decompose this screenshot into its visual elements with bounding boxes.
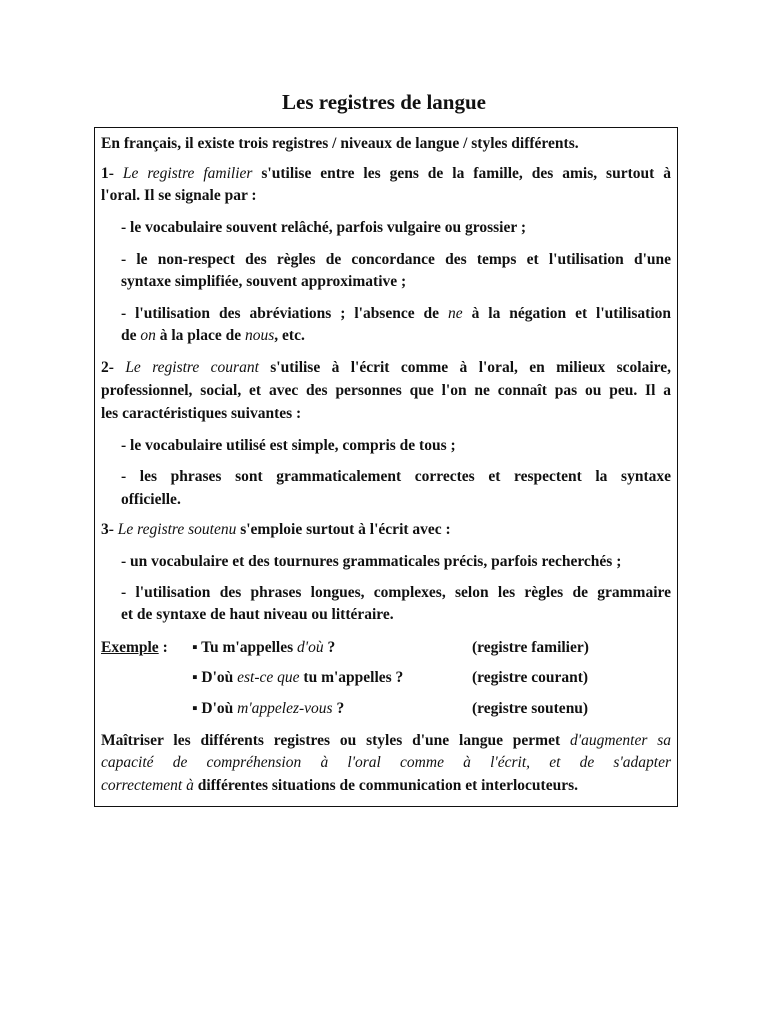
page-title: Les registres de langue [282, 90, 486, 114]
courant-bullet-2-line-1: - les phrases sont grammaticalement correctes et respectent la syntaxe [121, 468, 671, 485]
conclusion-line-3: correctement à différentes situations de communication et interlocuteurs. [101, 777, 578, 794]
example-sentence: ▪ Tu m'appelles d'où ? [192, 639, 336, 656]
courant-line-1: 2- Le registre courant s'utilise à l'écrit comme à l'oral, en milieux scolaire, [101, 359, 671, 376]
intro-text: En français, il existe trois registres / niveaux de langue / styles différents. [101, 135, 579, 152]
exemple-label: Exemple : [101, 639, 168, 656]
familier-bullet-1: - le vocabulaire souvent relâché, parfois vulgaire ou grossier ; [121, 219, 526, 236]
courant-bullet-2-line-2: officielle. [121, 491, 181, 508]
conclusion-line-2: capacité de compréhension à l'oral comme à l'écrit, et de s'adapter [101, 754, 671, 771]
soutenu-line-1: 3- Le registre soutenu s'emploie surtout à l'écrit avec : [101, 521, 451, 538]
example-sentence: ▪ D'où est-ce que tu m'appelles ? [192, 669, 404, 686]
familier-line-2: l'oral. Il se signale par : [101, 187, 257, 204]
example-register-label: (registre soutenu) [472, 700, 589, 717]
familier-line-1: 1- Le registre familier s'utilise entre les gens de la famille, des amis, surtout à [101, 165, 671, 182]
courant-bullet-1: - le vocabulaire utilisé est simple, compris de tous ; [121, 437, 456, 454]
example-register-label: (registre courant) [472, 669, 589, 686]
familier-bullet-2-line-2: syntaxe simplifiée, souvent approximative ; [121, 273, 407, 290]
courant-line-3: les caractéristiques suivantes : [101, 405, 302, 422]
soutenu-bullet-1: - un vocabulaire et des tournures grammaticales précis, parfois recherchés ; [121, 553, 622, 570]
conclusion-line-1: Maîtriser les différents registres ou styles d'une langue permet d'augmenter sa [101, 732, 671, 749]
soutenu-bullet-2-line-2: et de syntaxe de haut niveau ou littéraire. [121, 606, 394, 623]
familier-bullet-2-line-1: - le non-respect des règles de concordance des temps et l'utilisation d'une [121, 251, 671, 268]
familier-bullet-3-line-2: de on à la place de nous, etc. [121, 327, 305, 344]
soutenu-bullet-2-line-1: - l'utilisation des phrases longues, complexes, selon les règles de grammaire [121, 584, 671, 601]
courant-line-2: professionnel, social, et avec des personnes que l'on ne connaît pas ou peu. Il a [101, 382, 671, 399]
example-register-label: (registre familier) [472, 639, 589, 656]
familier-bullet-3-line-1: - l'utilisation des abréviations ; l'absence de ne à la négation et l'utilisation [121, 305, 671, 322]
example-sentence: ▪ D'où m'appelez-vous ? [192, 700, 345, 717]
